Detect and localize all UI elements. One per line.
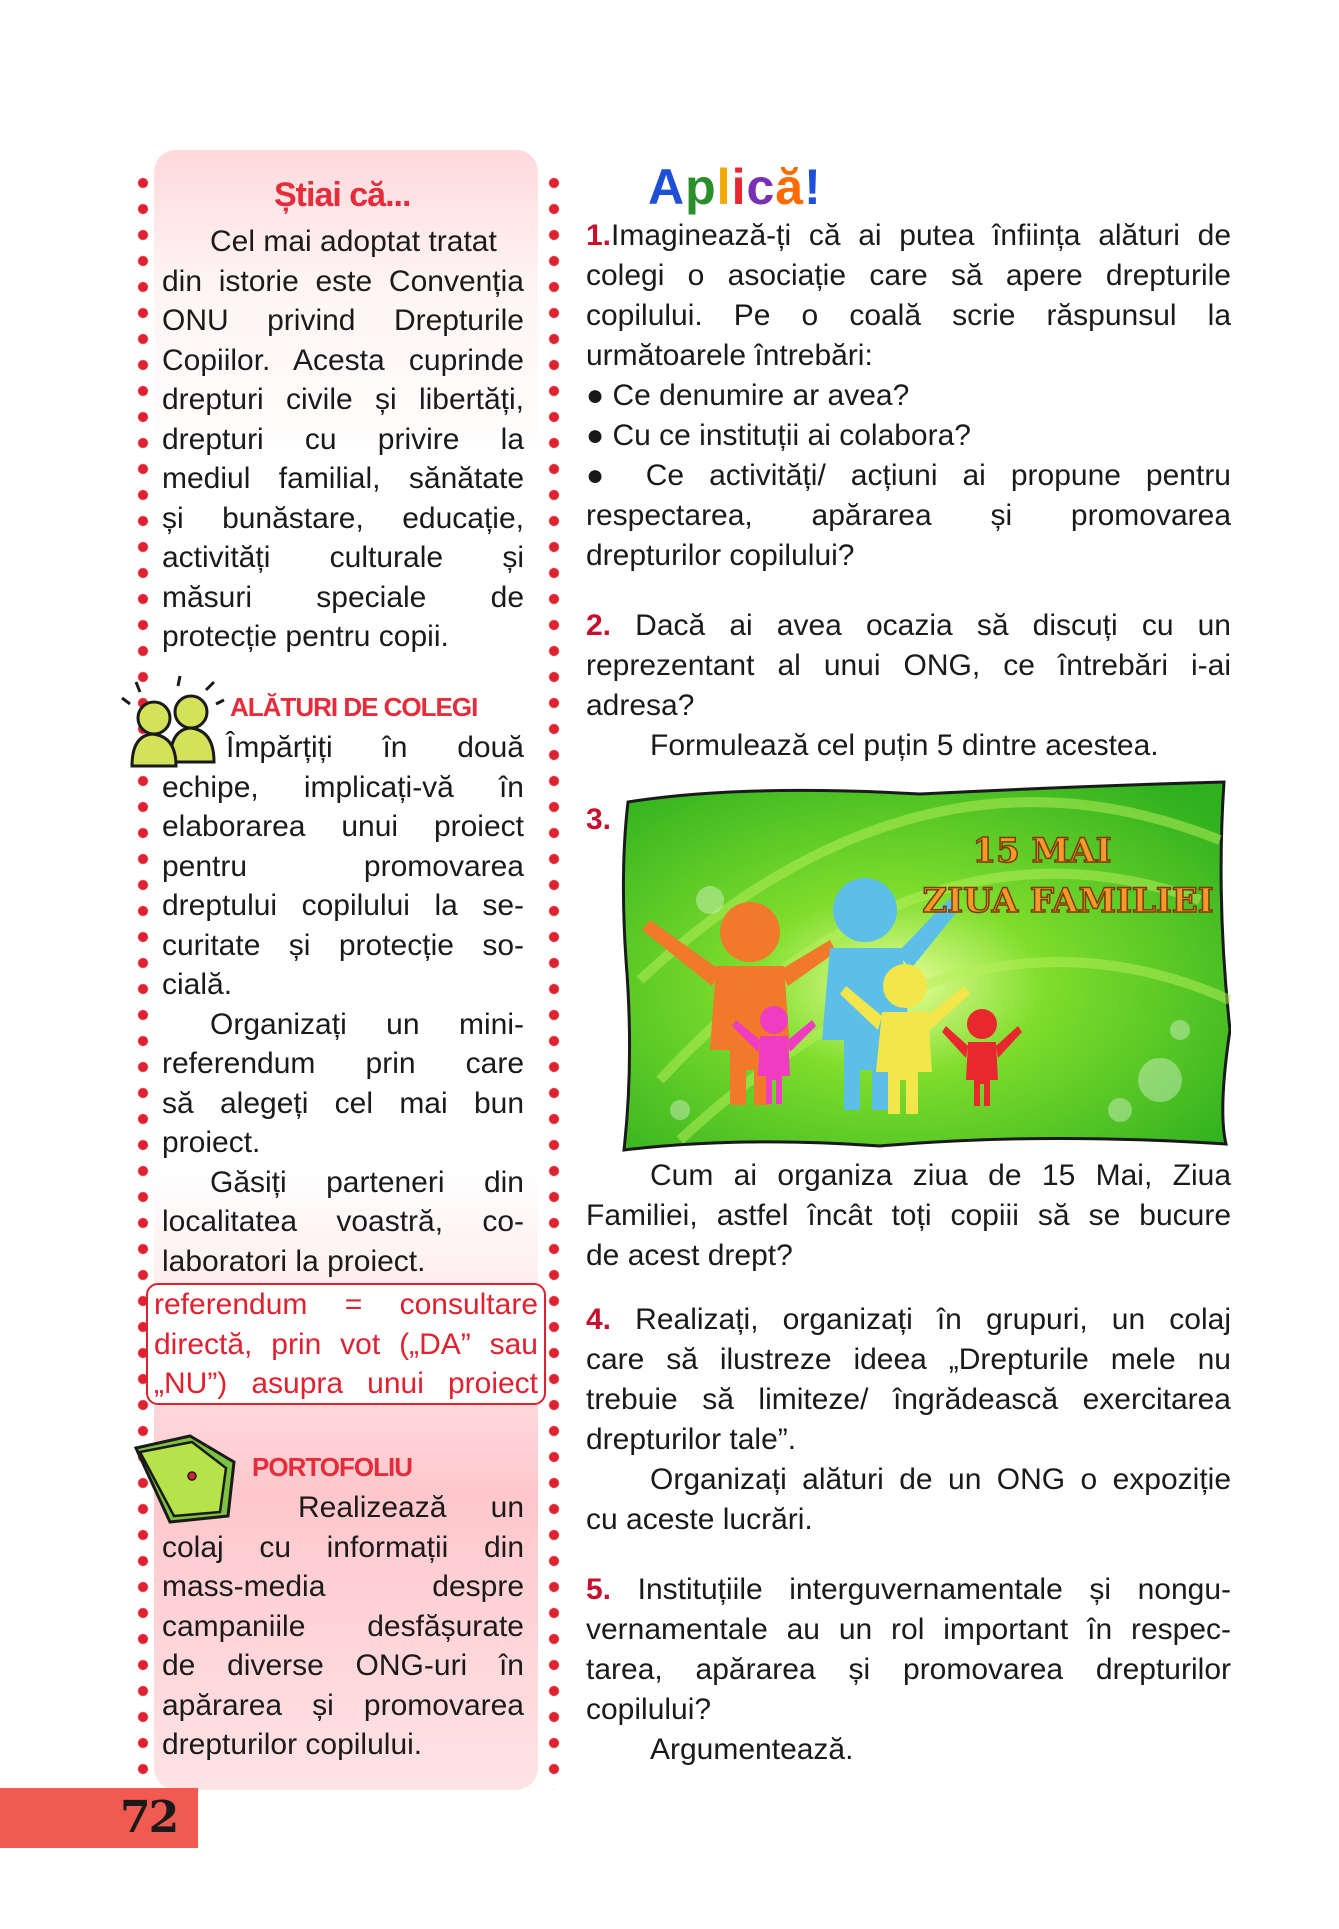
bullet-item: ● Ce activități/ acțiuni ai propune pentru xyxy=(586,459,1231,492)
aplica-title-letter: c xyxy=(746,159,776,215)
text-line: Cum ai organiza ziua de 15 Mai, Ziua xyxy=(650,1159,1231,1192)
text-line: localitatea voastră, co- xyxy=(162,1205,524,1238)
text-line: Cel mai adoptat tratat xyxy=(210,225,497,258)
text-line: măsuri speciale de xyxy=(162,580,524,614)
text-line: mediul familial, sănătate xyxy=(162,462,524,495)
text-line: Organizați un mini- xyxy=(210,1007,524,1041)
definition-line: directă, prin vot („DA” sau xyxy=(154,1327,538,1361)
text-line: pentru promovarea xyxy=(162,849,524,883)
aplica-title-letter: ! xyxy=(804,159,822,215)
text-line: proiect. xyxy=(162,1126,261,1159)
aplica-title-letter: i xyxy=(731,159,747,215)
task-number: 3. xyxy=(586,803,612,836)
text-line: colaj cu informații din xyxy=(162,1530,524,1564)
text-line: trebuie să limiteze/ îngrădească exercitarea xyxy=(586,1383,1231,1416)
text-line: respectarea, apărarea și promovarea xyxy=(586,499,1231,532)
text-line: laboratori la proiect. xyxy=(162,1244,426,1278)
text-line: de acest drept? xyxy=(586,1239,793,1272)
dotted-border-right xyxy=(548,170,560,1790)
task-1 xyxy=(586,216,1231,576)
stiai-title: Știai că... xyxy=(274,176,411,214)
text-line: colegi o asociație care să apere drepturile xyxy=(586,259,1231,292)
text-line: drepturilor copilului. xyxy=(162,1728,423,1761)
text-line: și bunăstare, educație, xyxy=(162,501,524,535)
did-you-know-sidebar xyxy=(134,150,556,1790)
text-line: Formulează cel puțin 5 dintre acestea. xyxy=(650,729,1159,762)
text-line: drepturi cu privire la xyxy=(162,422,524,456)
text-line: Imaginează-ți că ai putea înființa alături de xyxy=(611,219,1231,252)
text-line: vernamentale au un rol important în respec- xyxy=(586,1613,1231,1646)
text-line: Copiilor. Acesta cuprinde xyxy=(162,343,524,377)
text-line: Argumentează. xyxy=(650,1733,854,1766)
text-line: drepturilor tale”. xyxy=(586,1423,797,1456)
aplica-title-letter: l xyxy=(716,159,732,215)
text-line: următoarele întrebări: xyxy=(586,339,873,372)
text-line: reprezentant al unui ONG, ce întrebări i-ai xyxy=(586,649,1231,682)
text-line: drepturi civile și libertăți, xyxy=(162,383,524,416)
text-line: copilului. Pe o coală scrie răspunsul la xyxy=(586,299,1231,332)
page-number: 72 xyxy=(120,1792,178,1843)
text-line: Familiei, astfel încât toți copiii să se bucure xyxy=(586,1199,1231,1232)
task-number: 1. xyxy=(586,219,612,252)
text-line: care să ilustreze ideea „Drepturile mele nu xyxy=(586,1343,1231,1376)
aplica-title xyxy=(648,158,822,216)
portofoliu-text xyxy=(162,1488,524,1765)
text-line: Găsiți parteneri din xyxy=(210,1165,524,1199)
text-line: Realizați, organizați în grupuri, un colaj xyxy=(635,1303,1231,1336)
text-line: Dacă ai avea ocazia să discuți cu un xyxy=(635,609,1231,642)
banner-title-line2: ZIUA FAMILIEI xyxy=(922,881,1214,921)
text-line: copilului? xyxy=(586,1693,712,1726)
text-line: referendum prin care xyxy=(162,1047,524,1080)
colegi-title: ALĂTURI DE COLEGI xyxy=(230,692,478,722)
aplica-title-letter: ă xyxy=(775,159,805,215)
text-line: ONU privind Drepturile xyxy=(162,304,524,337)
task-number: 4. xyxy=(586,1303,612,1336)
bullet-item: ● Cu ce instituții ai colabora? xyxy=(586,419,971,452)
banner-title-line1: 15 MAI xyxy=(972,831,1112,871)
text-line: să alegeți cel mai bun xyxy=(162,1086,524,1120)
text-line: Realizează un xyxy=(298,1491,524,1524)
task-3 xyxy=(586,1156,1231,1276)
task-5 xyxy=(586,1570,1231,1770)
stiai-text xyxy=(162,222,524,657)
aplica-title-letter: p xyxy=(685,159,717,215)
text-line: dreptului copilului la se- xyxy=(162,889,524,922)
task-number: 2. xyxy=(586,609,612,642)
text-line: curitate și protecție so- xyxy=(162,928,524,962)
text-line: de diverse ONG-uri în xyxy=(162,1649,524,1682)
text-line: tarea, apărarea și promovarea drepturilor xyxy=(586,1653,1231,1686)
text-line: adresa? xyxy=(586,689,695,722)
text-line: Organizați alături de un ONG o expoziție xyxy=(650,1463,1231,1496)
text-line: elaborarea unui proiect xyxy=(162,810,524,843)
text-line: activități culturale și xyxy=(162,541,524,574)
dotted-border-left xyxy=(137,170,149,1790)
bullet-item: ● Ce denumire ar avea? xyxy=(586,379,910,412)
portofoliu-title: PORTOFOLIU xyxy=(252,1452,412,1482)
text-line: Instituțiile interguvernamentale și nongu- xyxy=(637,1573,1232,1606)
text-line: apărarea și promovarea xyxy=(162,1688,524,1722)
definition-line: „NU”) asupra unui proiect xyxy=(154,1367,538,1400)
text-line: protecție pentru copii. xyxy=(162,620,449,653)
task-2 xyxy=(586,606,1231,766)
task-number: 5. xyxy=(586,1573,612,1606)
text-line: echipe, implicați-vă în xyxy=(162,770,524,804)
text-line: Împărțiți în două xyxy=(226,731,524,764)
text-line: cu aceste lucrări. xyxy=(586,1503,813,1536)
task-4 xyxy=(586,1300,1231,1540)
definition-line: referendum = consultare xyxy=(154,1288,538,1321)
text-line: campaniile desfășurate xyxy=(162,1609,524,1643)
text-line: drepturilor copilului? xyxy=(586,539,855,572)
colegi-text xyxy=(162,728,524,1281)
family-day-banner xyxy=(620,780,1231,1152)
text-line: mass-media despre xyxy=(162,1570,524,1603)
definition-box xyxy=(146,1283,546,1405)
text-line: din istorie este Convenția xyxy=(162,264,524,298)
aplica-title-letter: A xyxy=(648,159,686,215)
text-line: cială. xyxy=(162,968,233,1001)
